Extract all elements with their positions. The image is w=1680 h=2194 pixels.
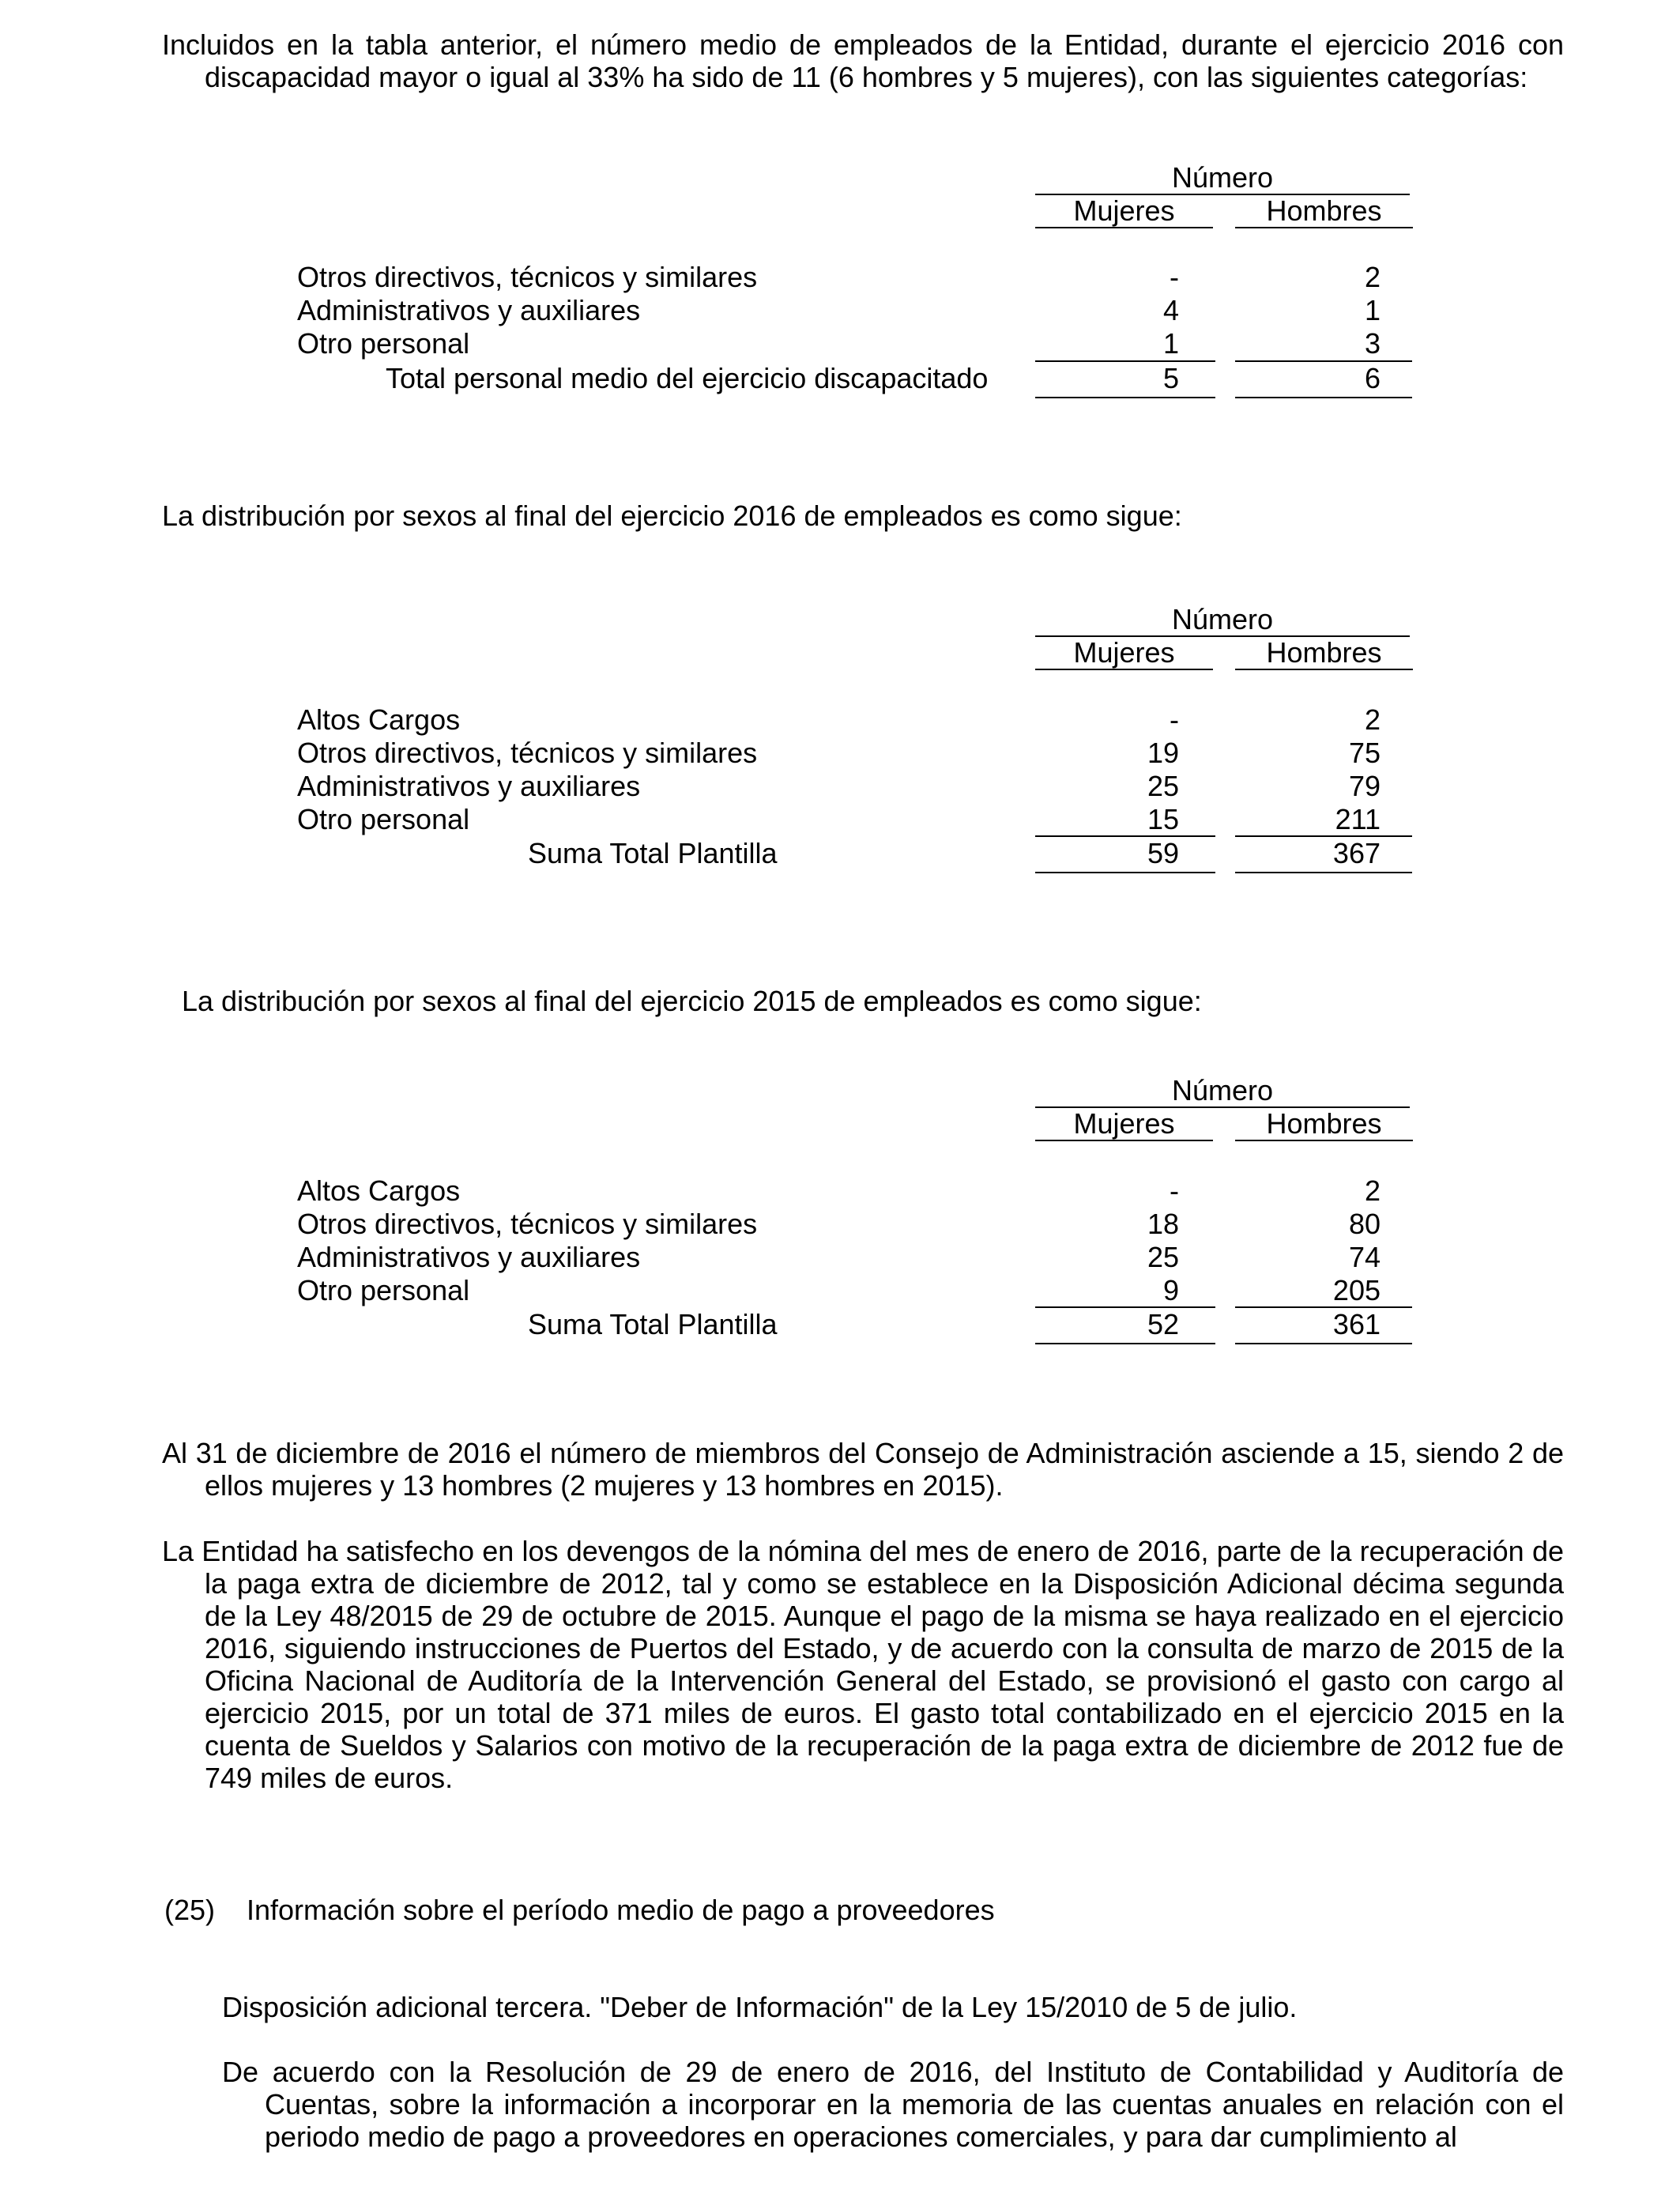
row-label: Otro personal	[297, 803, 470, 835]
row-men-value: 2	[1364, 261, 1381, 293]
total-rule	[1035, 1343, 1215, 1344]
row-label: Administrativos y auxiliares	[297, 294, 641, 326]
row-men-value: 3	[1364, 327, 1381, 360]
row-men-value: 74	[1348, 1241, 1381, 1273]
row-label: Otros directivos, técnicos y similares	[297, 261, 758, 293]
total-women-value: 59	[1147, 837, 1179, 869]
table-row	[0, 770, 1680, 803]
row-label: Administrativos y auxiliares	[297, 1241, 641, 1273]
total-women-value: 5	[1162, 362, 1179, 394]
row-label: Otros directivos, técnicos y similares	[297, 1208, 758, 1240]
table-row	[0, 327, 1680, 360]
table-row	[0, 294, 1680, 327]
payroll-paragraph: La Entidad ha satisfecho en los devengos de la nómina del mes de enero de 2016, parte de la recuperación de la paga extra de diciembre de 2012, tal y como se establece en la Disposición Adicional décima segunda de la Ley 48/2015 de 29 de octubre de 2015. Aunque el pago de la misma se haya realizado en el ejercicio 2016, siguiendo instrucciones de Puertos del Estado, y de acuerdo con la consulta de marzo de 2015 de la Oficina Nacional de Auditoría de la Intervención General del Estado, se provisionó el gasto con cargo al ejercicio 2015, por un total de 371 miles de euros. El gasto total contabilizado en el ejercicio 2015 en la cuenta de Sueldos y Salarios con motivo de la recuperación de la paga extra de diciembre de 2012 fue de 749 miles de euros.	[162, 1535, 1564, 1794]
total-men-value: 6	[1364, 362, 1381, 394]
table-group-header: Número	[1035, 1074, 1410, 1108]
row-men-value: 205	[1332, 1274, 1381, 1306]
table-total-row	[0, 362, 1680, 395]
row-men-value: 75	[1348, 737, 1381, 769]
row-label: Otros directivos, técnicos y similares	[297, 737, 758, 769]
row-women-value: -	[1170, 1174, 1179, 1207]
heading-2015: La distribución por sexos al final del ejercicio 2015 de empleados es como sigue:	[182, 985, 1202, 1017]
table-row	[0, 261, 1680, 294]
row-label: Otro personal	[297, 327, 470, 360]
column-header-women: Mujeres	[1035, 1107, 1213, 1141]
column-header-men: Hombres	[1235, 194, 1413, 228]
row-label: Administrativos y auxiliares	[297, 770, 641, 802]
row-women-value: 25	[1147, 1241, 1179, 1273]
row-women-value: 18	[1147, 1208, 1179, 1240]
row-women-value: 15	[1147, 803, 1179, 835]
total-rule	[1035, 397, 1215, 398]
row-label: Altos Cargos	[297, 1174, 461, 1207]
table-row	[0, 1241, 1680, 1274]
table-row	[0, 803, 1680, 836]
row-women-value: 25	[1147, 770, 1179, 802]
row-men-value: 1	[1364, 294, 1381, 326]
column-header-women: Mujeres	[1035, 636, 1213, 670]
table-row	[0, 703, 1680, 737]
table-row	[0, 1208, 1680, 1241]
disposition-line: Disposición adicional tercera. "Deber de Información" de la Ley 15/2010 de 5 de julio.	[222, 1991, 1298, 2023]
row-women-value: 1	[1162, 327, 1179, 360]
row-men-value: 2	[1364, 703, 1381, 736]
row-men-value: 80	[1348, 1208, 1381, 1240]
row-men-value: 2	[1364, 1174, 1381, 1207]
total-rule	[1235, 872, 1412, 873]
total-women-value: 52	[1147, 1308, 1179, 1340]
total-rule	[1235, 397, 1412, 398]
table-total-row	[0, 1308, 1680, 1341]
heading-2016: La distribución por sexos al final del ejercicio 2016 de empleados es como sigue:	[162, 499, 1182, 532]
section-number: (25)	[164, 1894, 216, 1926]
total-men-value: 367	[1332, 837, 1381, 869]
total-rule	[1235, 1343, 1412, 1344]
board-paragraph: Al 31 de diciembre de 2016 el número de miembros del Consejo de Administración asciende a 15, siendo 2 de ellos mujeres y 13 hombres (2 mujeres y 13 hombres en 2015).	[162, 1437, 1564, 1502]
row-women-value: -	[1170, 703, 1179, 736]
row-label: Altos Cargos	[297, 703, 461, 736]
table-row	[0, 737, 1680, 770]
section-title: Información sobre el período medio de pago a proveedores	[247, 1894, 995, 1926]
row-men-value: 79	[1348, 770, 1381, 802]
total-label: Total personal medio del ejercicio discapacitado	[386, 362, 989, 394]
table-row	[0, 1174, 1680, 1208]
total-label: Suma Total Plantilla	[528, 1308, 778, 1340]
row-label: Otro personal	[297, 1274, 470, 1306]
total-men-value: 361	[1332, 1308, 1381, 1340]
total-rule	[1035, 872, 1215, 873]
column-header-men: Hombres	[1235, 636, 1413, 670]
total-label: Suma Total Plantilla	[528, 837, 778, 869]
table-group-header: Número	[1035, 161, 1410, 195]
table-row	[0, 1274, 1680, 1307]
row-women-value: -	[1170, 261, 1179, 293]
resolution-paragraph: De acuerdo con la Resolución de 29 de enero de 2016, del Instituto de Contabilidad y Auditoría de Cuentas, sobre la información a incorporar en la memoria de las cuentas anuales en relación con el periodo medio de pago a proveedores en operaciones comerciales, y para dar cumplimiento al	[222, 2056, 1564, 2153]
column-header-women: Mujeres	[1035, 194, 1213, 228]
row-men-value: 211	[1335, 803, 1381, 835]
column-header-men: Hombres	[1235, 1107, 1413, 1141]
row-women-value: 9	[1162, 1274, 1179, 1306]
table-group-header: Número	[1035, 603, 1410, 637]
row-women-value: 19	[1147, 737, 1179, 769]
table-total-row	[0, 837, 1680, 870]
row-women-value: 4	[1162, 294, 1179, 326]
intro-paragraph: Incluidos en la tabla anterior, el número medio de empleados de la Entidad, durante el ejercicio 2016 con discapacidad mayor o igual al 33% ha sido de 11 (6 hombres y 5 mujeres), con las siguientes categorías:	[162, 28, 1564, 93]
